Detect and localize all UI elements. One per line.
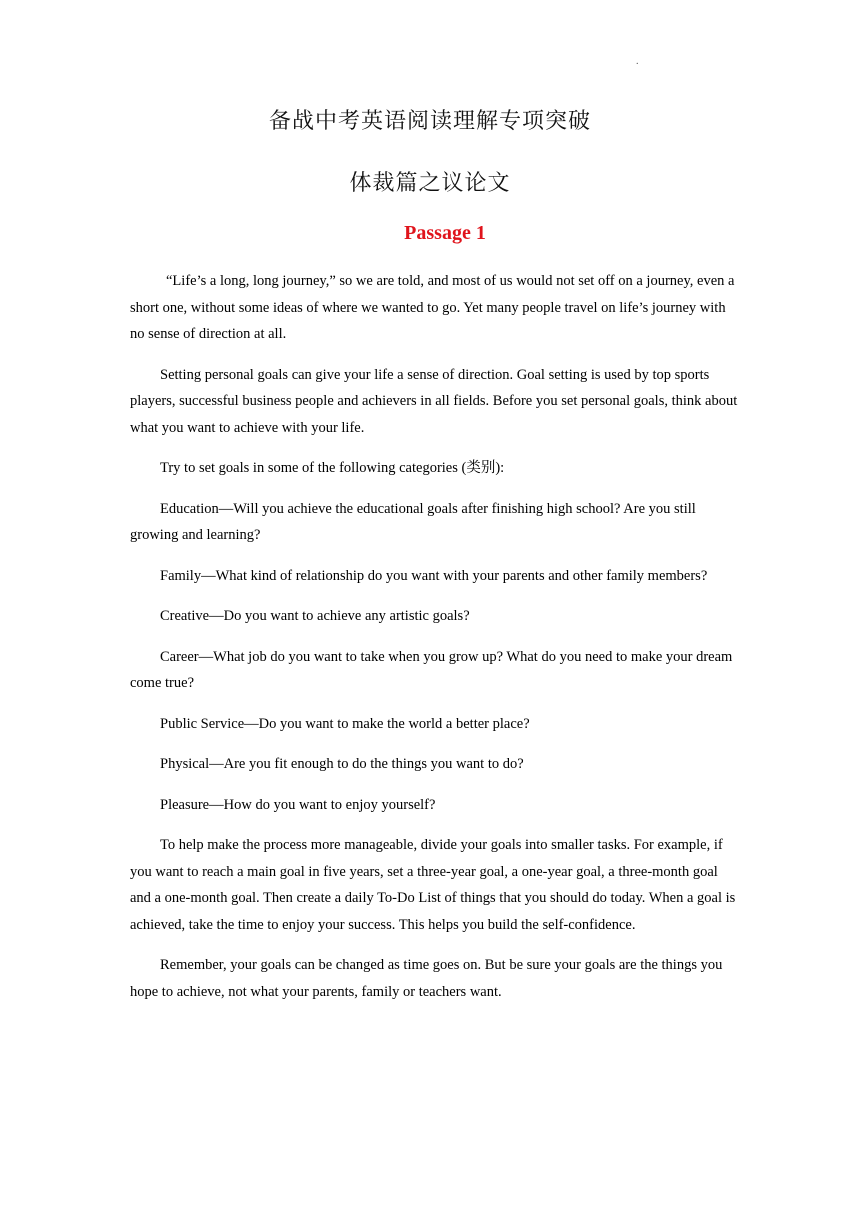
category-creative: Creative—Do you want to achieve any artistic goals? <box>160 608 470 624</box>
paragraph-intro: “Life’s a long, long journey,” so we are told, and most of us would not set off on a journey, even a short one, without some ideas of where we wanted to go. Yet many people travel on life’s journey with no sense of direction at all. <box>130 273 735 342</box>
category-education: Education—Will you achieve the educational goals after finishing high school? Are you still growing and learning? <box>130 500 696 543</box>
category-physical: Physical—Are you fit enough to do the things you want to do? <box>160 756 524 772</box>
header-mark: . <box>636 56 639 67</box>
passage-heading: Passage 1 <box>404 222 486 244</box>
paragraph-categories-intro: Try to set goals in some of the following categories (类别): <box>160 460 505 476</box>
document-subtitle: 体裁篇之议论文 <box>349 171 511 196</box>
document-title: 备战中考英语阅读理解专项突破 <box>268 109 591 134</box>
paragraph-remember: Remember, your goals can be changed as time goes on. But be sure your goals are the things you hope to achieve, not what your parents, family or teachers want. <box>130 957 723 1000</box>
category-public-service: Public Service—Do you want to make the world a better place? <box>160 715 530 732</box>
paragraph-process: To help make the process more manageable, divide your goals into smaller tasks. For example, if you want to reach a main goal in five years, set a three-year goal, a one-year goal, a three-month goal and a one-month goal. Then create a daily To-Do List of things that you should do today. When a goal is achieved, take the time to enjoy your success. This helps you build the self-confidence. <box>130 837 736 933</box>
category-career: Career—What job do you want to take when you grow up? What do you need to make your dream come true? <box>130 648 733 691</box>
category-pleasure: Pleasure—How do you want to enjoy yourself? <box>160 796 436 813</box>
paragraph-goal-setting: Setting personal goals can give your life a sense of direction. Goal setting is used by top sports players, successful business people and achievers in all fields. Before you set personal goals, think about what you want to achieve with your life. <box>130 366 738 436</box>
category-family: Family—What kind of relationship do you want with your parents and other family members? <box>160 567 708 584</box>
passage-body <box>130 268 740 1019</box>
